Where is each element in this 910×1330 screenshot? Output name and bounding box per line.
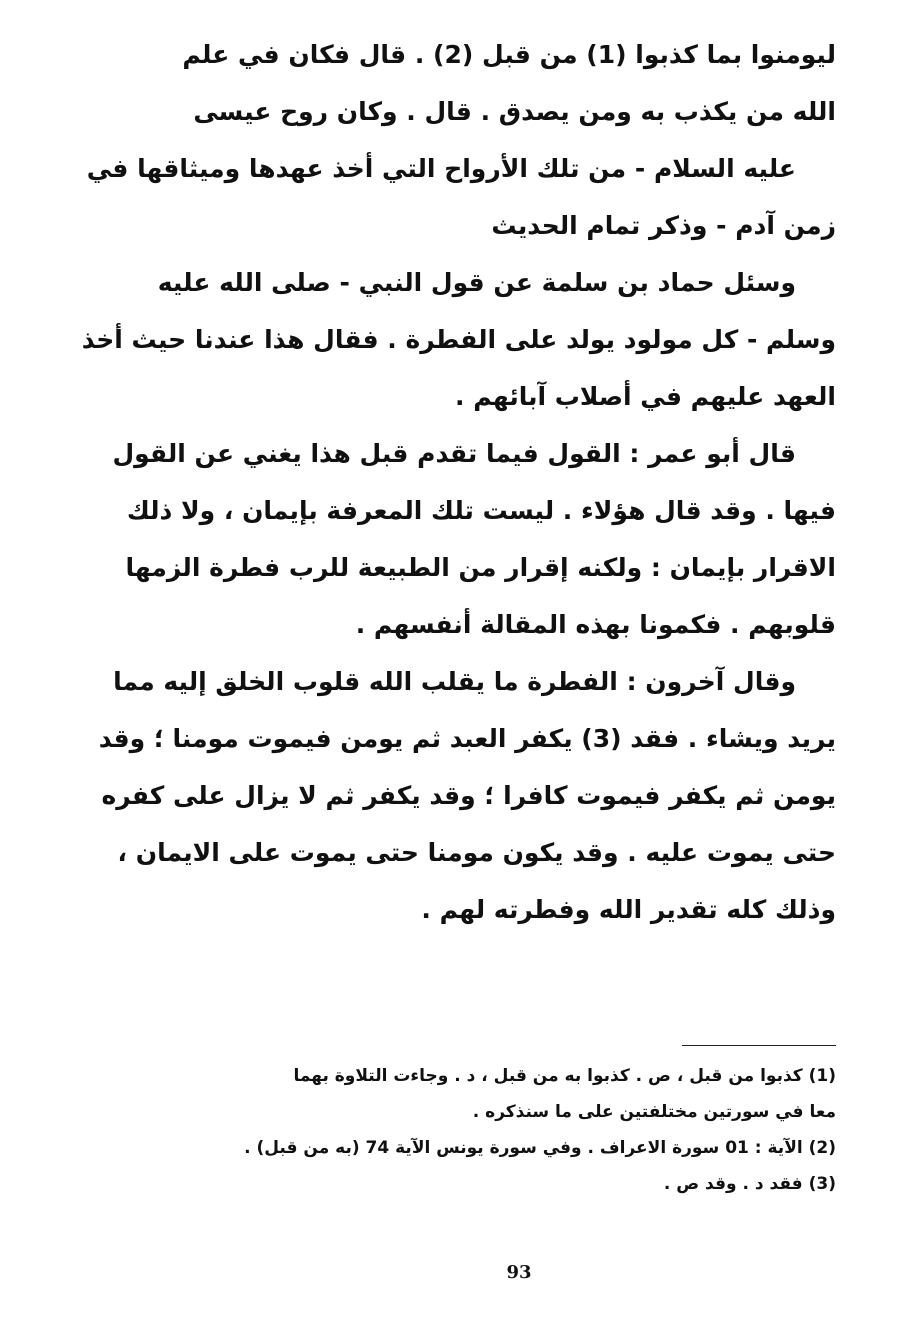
text-line: وسئل حماد بن سلمة عن قول النبي - صلى الله عليه <box>157 268 796 297</box>
footnote-line: معا في سورتين مختلفتين على ما سنذكره . <box>472 1102 836 1122</box>
page-number: 93 <box>506 1262 532 1283</box>
footnote-line: (3) فقد د . وقد ص . <box>663 1174 836 1194</box>
text-line: الله من يكذب به ومن يصدق . قال . وكان روح عيسى <box>193 97 836 126</box>
text-line: العهد عليهم في أصلاب آبائهم . <box>455 382 836 411</box>
text-line: وسلم - كل مولود يولد على الفطرة . فقال هذا عندنا حيث أخذ <box>81 325 836 354</box>
text-line: الاقرار بإيمان : ولكنه إقرار من الطبيعة للرب فطرة الزمها <box>125 553 836 582</box>
footnotes <box>188 1058 836 1202</box>
footnote-line: (2) الآية : 01 سورة الاعراف . وفي سورة يونس الآية 74 (به من قبل) . <box>244 1138 836 1158</box>
text-line: فيها . وقد قال هؤلاء . ليست تلك المعرفة بإيمان ، ولا ذلك <box>126 496 836 525</box>
text-line: ليومنوا بما كذبوا (1) من قبل (2) . قال فكان في علم <box>182 40 836 69</box>
text-line: عليه السلام - من تلك الأرواح التي أخذ عهدها وميثاقها في <box>86 154 796 183</box>
text-line: يريد ويشاء . فقد (3) يكفر العبد ثم يومن فيموت مومنا ؛ وقد <box>98 724 836 753</box>
body-text <box>81 26 836 938</box>
text-line: وقال آخرون : الفطرة ما يقلب الله قلوب الخلق إليه مما <box>113 667 796 696</box>
text-line: قلوبهم . فكمونا بهذه المقالة أنفسهم . <box>355 610 836 639</box>
text-line: حتى يموت عليه . وقد يكون مومنا حتى يموت على الايمان ، <box>117 838 836 867</box>
footnote-divider <box>682 1045 836 1046</box>
footnote-line: (1) كذبوا من قبل ، ص . كذبوا به من قبل ، د . وجاءت التلاوة بهما <box>293 1066 836 1086</box>
text-line: قال أبو عمر : القول فيما تقدم قبل هذا يغني عن القول <box>112 439 796 468</box>
text-line: زمن آدم - وذكر تمام الحديث <box>491 211 836 240</box>
text-line: يومن ثم يكفر فيموت كافرا ؛ وقد يكفر ثم لا يزال على كفره <box>101 781 836 810</box>
text-line: وذلك كله تقدير الله وفطرته لهم . <box>421 895 836 924</box>
